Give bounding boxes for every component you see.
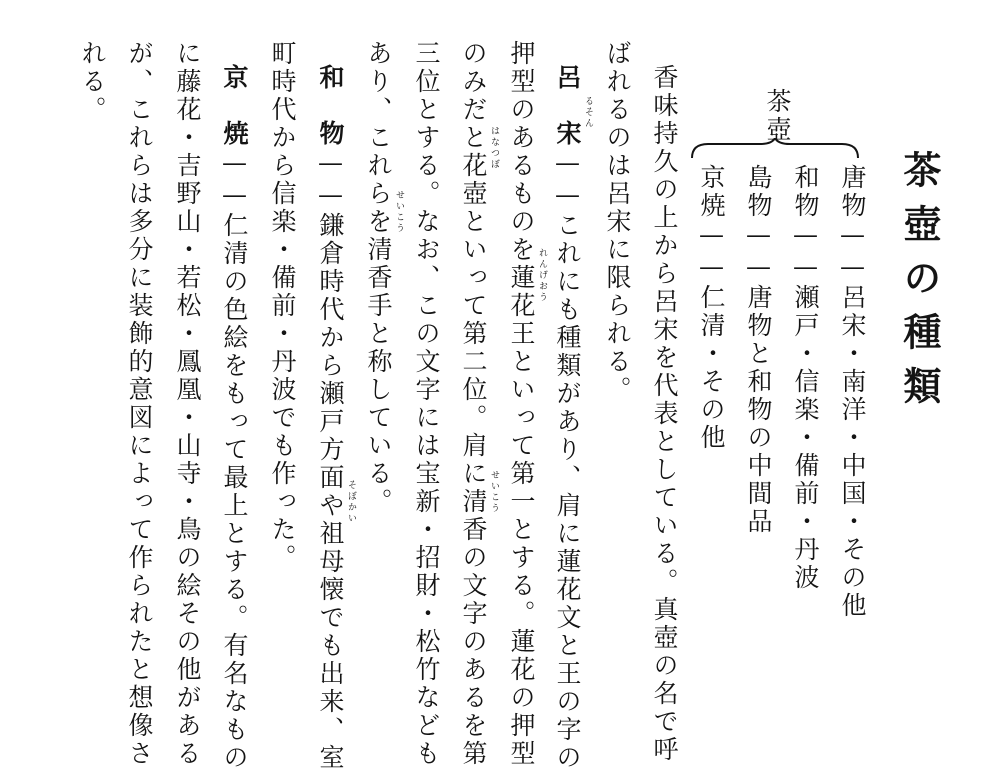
body-column-12: が、これらは多分に装飾的意図によって作られたと想像さ	[125, 40, 154, 768]
diagram-branch-karamono: 唐物——呂宋・南洋・中国・その他	[838, 164, 867, 620]
diagram-root-label: 茶壺	[763, 88, 792, 144]
body-column-11: に藤花・吉野山・若松・鳳凰・山寺・鳥の絵その他がある	[173, 40, 202, 768]
body-column-13: れる。	[78, 40, 107, 124]
body-column-4: 押型のあるものを蓮花王といって第一とする。蓮花の押型	[507, 40, 536, 768]
furigana-sobokai: そぼかい	[346, 480, 356, 524]
body-column-5: のみだと花壺といって第二位。肩に清香の文字のあるを第	[459, 40, 488, 768]
body-column-3: 呂 宋——これにも種類があり、肩に蓮花文と王の字の	[553, 64, 582, 772]
furigana-seiko-2: せいこう	[394, 190, 404, 234]
body-column-7: あり、これらを清香手と称している。	[364, 40, 393, 516]
body-column-1: 香味持久の上から呂宋を代表としている。真壺の名で呼	[650, 64, 679, 764]
diagram-branch-kyoyaki: 京焼——仁清・その他	[697, 164, 726, 452]
body-column-8: 和 物——鎌倉時代から瀬戸方面や祖母懐でも出来、室	[316, 64, 345, 772]
body-column-9: 町時代から信楽・備前・丹波でも作った。	[268, 40, 297, 572]
page-title: 茶壺の種類	[897, 150, 942, 420]
body-column-6: 三位とする。なお、この文字には宝新・招財・松竹なども	[412, 40, 441, 768]
furigana-luzon: るそん	[583, 96, 593, 129]
diagram-branch-shimamono: 島物——唐物と和物の中間品	[744, 164, 773, 536]
furigana-renge-o: れんげおう	[537, 248, 547, 303]
furigana-hanatsubo: はなつぼ	[489, 126, 499, 170]
furigana-seiko-1: せいこう	[489, 470, 499, 514]
body-column-10: 京 焼——仁清の色絵をもって最上とする。有名なもの	[220, 64, 249, 772]
body-column-2: ばれるのは呂宋に限られる。	[603, 40, 632, 404]
diagram-branch-wamono: 和物——瀬戸・信楽・備前・丹波	[791, 164, 820, 592]
